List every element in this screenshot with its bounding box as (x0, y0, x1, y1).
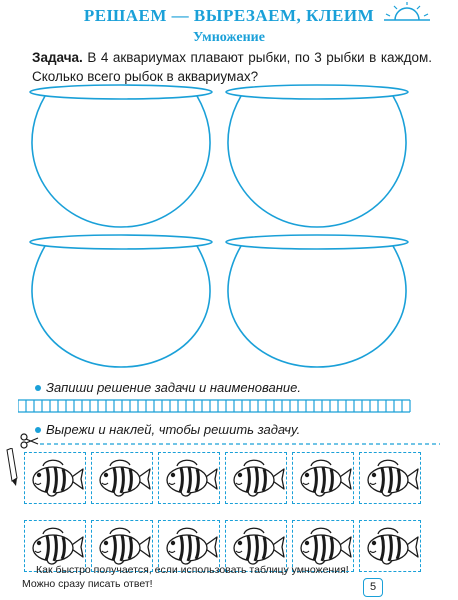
fish-icon (360, 521, 420, 578)
fish-icon (159, 453, 219, 510)
cut-line (0, 430, 458, 450)
page-subtitle: Умножение (193, 30, 265, 45)
footer-line-2: Можно сразу писать ответ! (22, 578, 153, 590)
fish-icon (226, 453, 286, 510)
fish-card[interactable] (225, 452, 287, 504)
fish-card[interactable] (359, 520, 421, 572)
page-number: 5 (363, 578, 383, 597)
aquarium-4 (226, 235, 408, 367)
aquarium-2 (226, 85, 408, 227)
fish-card[interactable] (24, 452, 86, 504)
fish-card[interactable] (91, 452, 153, 504)
answer-writing-line[interactable] (18, 396, 413, 416)
fish-icon (25, 453, 85, 510)
fish-card[interactable] (158, 452, 220, 504)
fish-icon (92, 453, 152, 510)
aquarium-1 (30, 85, 212, 227)
footer-line-1: Как быстро получается, если использовать таблицу умножения! (36, 564, 349, 576)
page-title: РЕШАЕМ — ВЫРЕЗАЕМ, КЛЕИМ (83, 6, 375, 25)
pencil-icon (4, 448, 18, 488)
fish-icon (293, 453, 353, 510)
footer-note (22, 563, 362, 591)
fish-card[interactable] (359, 452, 421, 504)
bullet-icon (35, 385, 41, 391)
fish-icon (360, 453, 420, 510)
instruction-cut: Вырежи и наклей, чтобы решить задачу. (35, 422, 300, 437)
task-label: Задача. (32, 50, 83, 65)
task-body: В 4 аквариумах плавают рыбки, по 3 рыбки в каждом. Сколько всего рыбок в аквариумах? (32, 50, 432, 84)
fish-card[interactable] (292, 452, 354, 504)
aquarium-3 (30, 235, 212, 367)
scissors-icon (18, 432, 40, 450)
instruction-write: Запиши решение задачи и наименование. (35, 380, 301, 395)
